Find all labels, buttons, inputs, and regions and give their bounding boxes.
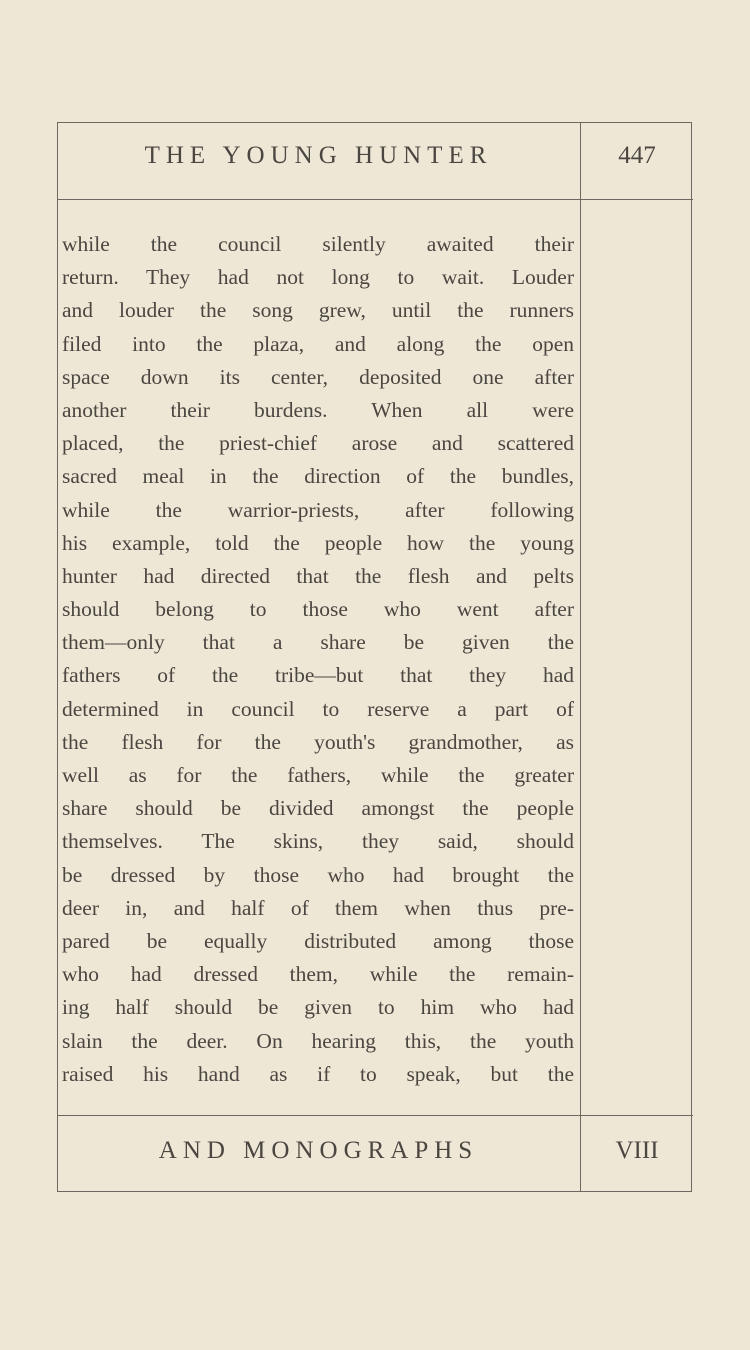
text-line: another their burdens. When all were bbox=[62, 397, 574, 422]
text-line: while the council silently awaited their bbox=[62, 232, 574, 256]
text-line: pared be equally distributed among those bbox=[62, 928, 574, 953]
body-text bbox=[62, 228, 574, 1091]
text-line: filed into the plaza, and along the open bbox=[62, 331, 574, 356]
text-line: well as for the fathers, while the greater bbox=[62, 763, 574, 787]
text-line: slain the deer. On hearing this, the youth bbox=[62, 1028, 574, 1053]
text-line: them—only that a share be given the bbox=[62, 630, 574, 655]
series-title: AND MONOGRAPHS bbox=[158, 1137, 479, 1164]
text-line: placed, the priest-chief arose and scattered bbox=[62, 431, 574, 456]
text-line: return. They had not long to wait. Louder bbox=[62, 265, 574, 290]
footer-rule bbox=[57, 1115, 693, 1116]
text-line: raised his hand as if to speak, but the bbox=[62, 1061, 574, 1086]
text-line: fathers of the tribe—but that they had bbox=[62, 663, 574, 688]
text-line: space down its center, deposited one after bbox=[62, 364, 574, 389]
text-line: hunter had directed that the flesh and pelts bbox=[62, 563, 574, 588]
text-line: determined in council to reserve a part of bbox=[62, 696, 574, 721]
volume-number: VIII bbox=[615, 1137, 659, 1164]
running-title: THE YOUNG HUNTER bbox=[144, 142, 493, 169]
text-line: while the warrior-priests, after following bbox=[62, 497, 574, 522]
text-line: ing half should be given to him who had bbox=[62, 995, 574, 1020]
text-line: and louder the song grew, until the runners bbox=[62, 298, 574, 323]
text-line: the flesh for the youth's grandmother, as bbox=[62, 729, 574, 754]
text-line: be dressed by those who had brought the bbox=[62, 862, 574, 887]
text-line: share should be divided amongst the people bbox=[62, 796, 574, 821]
text-line: deer in, and half of them when thus pre- bbox=[62, 895, 574, 920]
header-rule bbox=[57, 199, 693, 200]
margin-column-rule bbox=[580, 122, 581, 1192]
text-line: who had dressed them, while the remain- bbox=[62, 962, 574, 987]
page-number: 447 bbox=[618, 142, 656, 169]
text-line: sacred meal in the direction of the bundles, bbox=[62, 464, 574, 489]
text-line: themselves. The skins, they said, should bbox=[62, 829, 574, 854]
text-line: his example, told the people how the young bbox=[62, 530, 574, 555]
text-line: should belong to those who went after bbox=[62, 597, 574, 622]
